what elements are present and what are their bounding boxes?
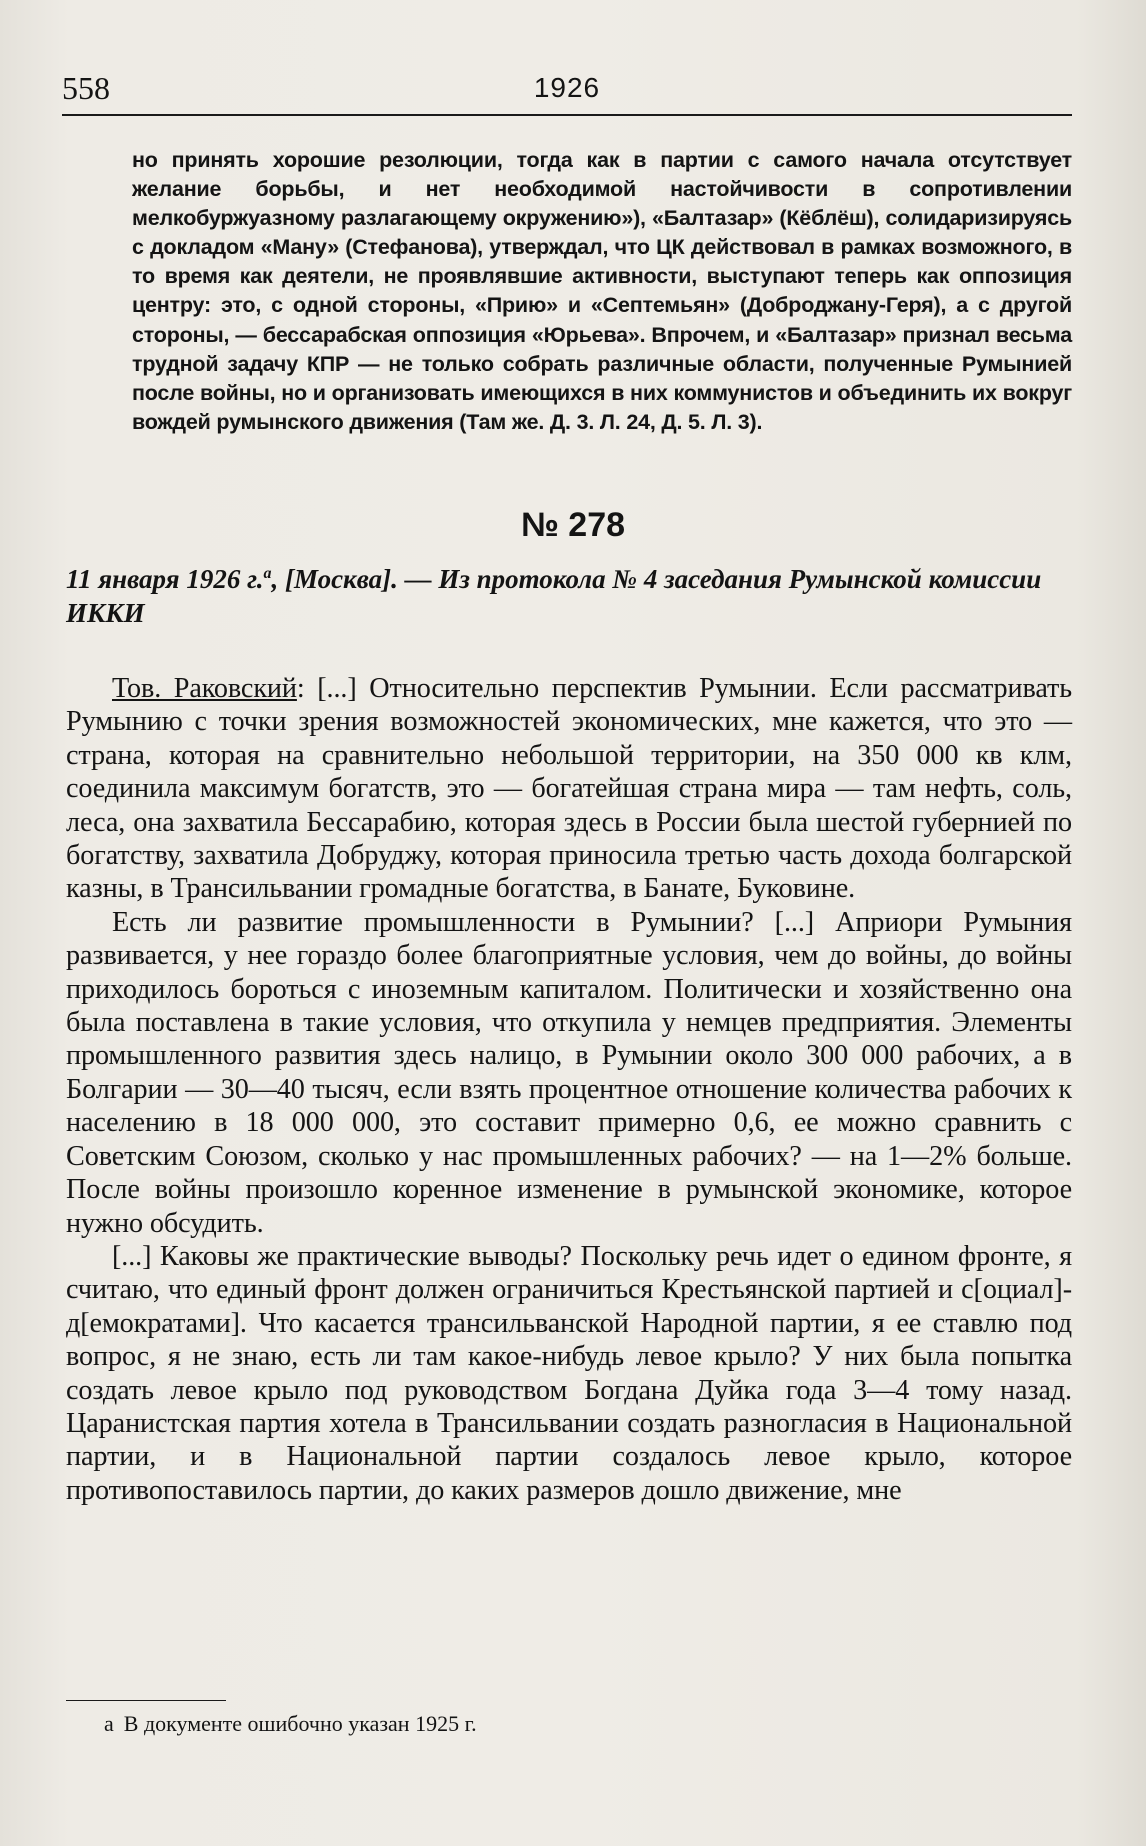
footnote bbox=[104, 1710, 1004, 1738]
page-header bbox=[62, 70, 1072, 116]
footnote-reference: а bbox=[263, 565, 272, 582]
page-number: 558 bbox=[62, 70, 110, 106]
heading-title: , [Москва]. — Из протокола № 4 заседания Румынской комиссии ИККИ bbox=[66, 564, 1042, 628]
footnote-mark: а bbox=[104, 1711, 114, 1736]
footnote-divider bbox=[66, 1700, 226, 1701]
speaker-name: Тов. Раковский bbox=[112, 673, 297, 704]
footnote-text: В документе ошибочно указан 1925 г. bbox=[123, 1711, 477, 1736]
body-paragraph bbox=[66, 672, 1072, 906]
preceding-note-text: но принять хорошие резолюции, тогда как в партии с самого начала отсутствует желание борьбы, и нет необходимой настойчивости в сопротивлении мелкобуржуазному разлагающему окружению»), «Балтазар» (Кёблёш), солидаризируясь с докладом «Ману» (Стефанова), утверждал, что ЦК действовал в рамках возможного, в то время как деятели, не проявлявшие активности, выступают теперь как оппозиция центру: это, с одной стороны, «Прию» и «Септемьян» (Доброджану-Геря), а с другой стороны, — бессарабская оппозиция «Юрьева». Впрочем, и «Балтазар» признал весьма трудной задачу КПР — не только собрать различные области, полученные Румынией после войны, но и организовать имеющихся в них коммунистов и объединить их вокруг вождей румынского движения (Там же. Д. 3. Л. 24, Д. 5. Л. 3). bbox=[132, 148, 1072, 434]
paragraph-text: : [...] Относительно перспектив Румынии. Если рассматривать Румынию с точки зрения возможностей экономических, мне кажется, что это — страна, которая на сравнительно небольшой территории, на 350 000 кв клм, соединила максимум богатств, это — богатейшая страна мира — там нефть, соль, леса, она захватила Бессарабию, которая здесь в России была шестой губернией по богатству, захватила Добруджу, которая приносила третью часть дохода болгарской казны, в Трансильвании громадные богатства, в Банате, Буковине. bbox=[66, 673, 1072, 905]
document-number: № 278 bbox=[520, 506, 626, 544]
body-paragraph: [...] Каковы же практические выводы? Поскольку речь идет о едином фронте, я считаю, что единый фронт должен ограничиться Крестьянской партией и с[оциал]-д[емократами]. Что касается трансильванской Народной партии, я ее ставлю под вопрос, я не знаю, есть ли там какое-нибудь левое крыло? У них была попытка создать левое крыло под руководством Богдана Дуйка года 3—4 тому назад. Царанистская партия хотела в Трансильвании создать разногласия в Национальной партии, и в Национальной партии создалось левое крыло, которое противопоставилось партии, до каких размеров дошло движение, мне bbox=[66, 1240, 1072, 1506]
document-body bbox=[66, 672, 1072, 1507]
heading-date: 11 января 1926 г. bbox=[66, 564, 264, 594]
body-paragraph: Есть ли развитие промышленности в Румынии? [...] Априори Румыния развивается, у нее гораздо более благоприятные условия, чем до войны, до войны приходилось бороться с иноземным капиталом. Политически и хозяйственно она была поставлена в такие условия, что откупила у немцев предприятия. Элементы промышленного развития здесь налицо, в Румынии около 300 000 рабочих, а в Болгарии — 30—40 тысяч, если взять процентное отношение количества рабочих к населению в 18 000 000, это составит примерно 0,6, ее можно сравнить с Советским Союзом, сколько у нас промышленных рабочих? — на 1—2% больше. После войны произошло коренное изменение в румынской экономике, которое нужно обсудить. bbox=[66, 906, 1072, 1239]
document-heading bbox=[66, 562, 1072, 630]
running-head-year: 1926 bbox=[533, 72, 601, 103]
